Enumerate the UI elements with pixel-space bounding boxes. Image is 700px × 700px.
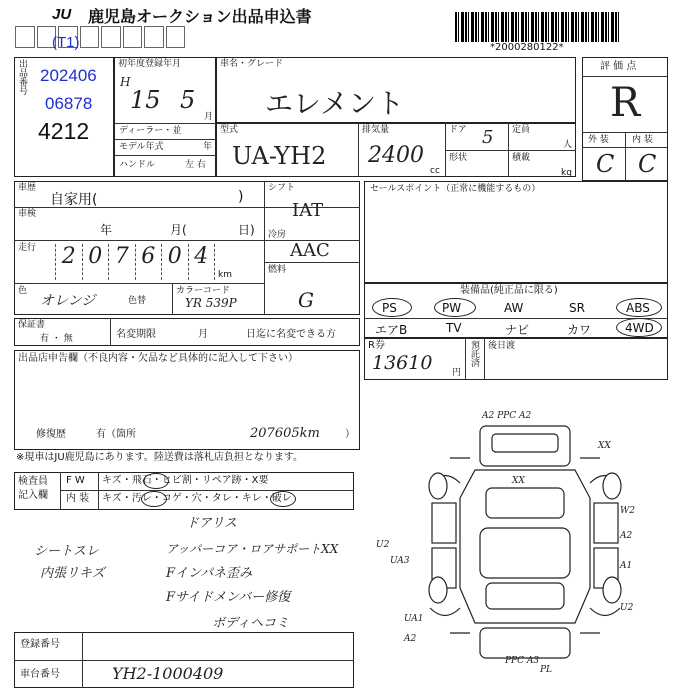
mileage-digit: 7 bbox=[108, 244, 135, 280]
report-label: 出品店申告欄（不良内容・欠品など具体的に記入して下さい） bbox=[18, 353, 298, 364]
model-year-label: モデル年式 bbox=[119, 142, 164, 152]
interior-grade: C bbox=[638, 150, 657, 178]
circle-dirt bbox=[141, 491, 167, 507]
note-line-1: ドアリス bbox=[186, 516, 237, 531]
inspector-label-2: 記入欄 bbox=[18, 490, 48, 501]
chassis-number: YH2-1000409 bbox=[112, 664, 224, 683]
sales-point-label: セールスポイント（正常に機能するもの） bbox=[370, 184, 541, 194]
mark-ua3: UA3 bbox=[390, 556, 410, 566]
mark-a2-bottom: A2 bbox=[404, 634, 417, 644]
lot-boxes bbox=[15, 26, 185, 48]
load-unit: kg bbox=[561, 168, 572, 178]
mark-top: A2 PPC A2 bbox=[482, 411, 532, 421]
repair-close: ） bbox=[345, 429, 355, 440]
inspection-label: 車検 bbox=[18, 209, 37, 219]
lot-date: 202406 bbox=[40, 66, 97, 85]
transfer-month: 月 bbox=[198, 329, 208, 340]
equip-pw: PW bbox=[442, 301, 462, 315]
chassis-label: 車台番号 bbox=[20, 669, 60, 680]
warranty-label: 保証書 bbox=[18, 320, 46, 330]
door-label: ドア bbox=[449, 125, 467, 135]
model-code: UA-YH2 bbox=[232, 142, 327, 170]
equip-sr: SR bbox=[569, 301, 585, 315]
capacity-unit: 人 bbox=[563, 140, 573, 150]
sales-point-box bbox=[364, 181, 668, 283]
interior-label: 内 装 bbox=[632, 135, 653, 145]
r-ticket-label: R券 bbox=[368, 340, 385, 351]
car-name: エレメント bbox=[265, 87, 405, 120]
mark-u2-left: U2 bbox=[376, 540, 390, 550]
car-name-label: 車名・グレード bbox=[220, 59, 284, 69]
exterior-grade: C bbox=[596, 150, 615, 178]
usage-label: 車歴 bbox=[18, 183, 37, 193]
equip-ps: PS bbox=[382, 301, 397, 315]
equip-leather: カワ bbox=[567, 323, 592, 337]
mark-bottom: PPC A3 bbox=[505, 656, 540, 666]
shift-label: シフト bbox=[268, 183, 296, 193]
grade-score: R bbox=[610, 80, 641, 126]
circle-flying-stone bbox=[143, 473, 169, 489]
color-change-label: 色替 bbox=[128, 296, 147, 306]
note-line-2a: シートスレ bbox=[34, 544, 99, 559]
mark-xx-top: XX bbox=[598, 441, 611, 451]
ac-value: AAC bbox=[290, 240, 330, 261]
color-code: YR 539P bbox=[185, 296, 237, 310]
repair-label: 修復歴 bbox=[36, 429, 66, 440]
inspection-month: 月( bbox=[170, 223, 187, 237]
mileage-digit: 0 bbox=[161, 244, 188, 280]
mark-xx-center: XX bbox=[512, 476, 525, 486]
grade-label: 評 価 点 bbox=[600, 61, 637, 72]
repair-value: 有（箇所 bbox=[96, 429, 136, 440]
transfer-note: 日迄に名変できる方 bbox=[246, 329, 336, 340]
mileage-digits bbox=[55, 244, 215, 280]
equip-aw: AW bbox=[504, 301, 524, 315]
mileage-digit: 6 bbox=[135, 244, 162, 280]
ac-label: 冷房 bbox=[268, 230, 287, 240]
capacity-label: 定員 bbox=[512, 125, 531, 135]
exterior-label: 外 装 bbox=[588, 135, 609, 145]
doors: 5 bbox=[482, 127, 494, 148]
r-ticket-value: 13610 bbox=[372, 352, 433, 374]
lot-number: 4212 bbox=[38, 118, 90, 144]
mileage-digit: 0 bbox=[82, 244, 109, 280]
mark-w2: W2 bbox=[620, 506, 635, 516]
r-ticket-unit: 円 bbox=[452, 368, 462, 378]
circle-abs bbox=[616, 298, 662, 317]
car-damage-diagram bbox=[420, 411, 635, 668]
equip-navi: ナビ bbox=[505, 323, 530, 337]
mileage-label: 走行 bbox=[18, 243, 37, 253]
color-label: 色 bbox=[18, 286, 28, 296]
mark-a1-right: A1 bbox=[620, 561, 633, 571]
first-reg-month-unit: 月 bbox=[204, 112, 214, 122]
transfer-label: 名変期限 bbox=[116, 329, 156, 340]
color-value: オレンジ bbox=[40, 293, 96, 309]
model-year-unit: 年 bbox=[203, 142, 213, 152]
inspector-row2: キズ・汚レ・コゲ・穴・タレ・キレ・破レ bbox=[102, 493, 292, 504]
equip-abs: ABS bbox=[626, 301, 650, 315]
first-reg-year: 15 bbox=[130, 86, 161, 114]
equip-airbag: エアB bbox=[375, 323, 408, 337]
equipment-title: 装備品(純正品に限る) bbox=[460, 285, 558, 296]
inspector-label-1: 検査員 bbox=[18, 476, 48, 487]
mileage-unit: km bbox=[218, 270, 232, 280]
note-line-2b: アッパーコア・ロアサポートXX bbox=[166, 542, 339, 556]
inspection-year: 年 bbox=[100, 223, 113, 237]
usage-close: ) bbox=[238, 189, 244, 205]
first-reg-label: 初年度登録年月 bbox=[118, 59, 182, 69]
fuel-label: 燃料 bbox=[268, 265, 287, 275]
first-reg-era: H bbox=[120, 75, 131, 89]
lot-label: 出品番号 bbox=[17, 59, 27, 95]
fuel-value: G bbox=[298, 288, 314, 312]
note-line-4: Fサイドメンバー修復 bbox=[166, 590, 291, 605]
inspector-row1: キズ・飛石・ヒビ割・リペア跡・X要 bbox=[102, 475, 269, 486]
shift-value: IAT bbox=[292, 200, 324, 221]
shape-label: 形状 bbox=[449, 153, 468, 163]
barcode-text: *2000280122* bbox=[490, 42, 564, 53]
r-ticket-remarks: 後日渡 bbox=[488, 341, 516, 351]
handle-label: ハンドル bbox=[119, 160, 156, 170]
note-line-3b: Fインパネ歪み bbox=[166, 566, 253, 581]
ju-logo: JU bbox=[52, 6, 72, 23]
handle-options: 左 右 bbox=[185, 160, 206, 170]
displacement-label: 排気量 bbox=[362, 125, 390, 135]
mark-u2-right: U2 bbox=[620, 603, 634, 613]
mark-a2-right: A2 bbox=[620, 531, 633, 541]
note-line-5: ボディヘコミ bbox=[212, 616, 289, 631]
notice: ※現車はJU鹿児島にあります。陸送費は落札店負担となります。 bbox=[16, 452, 304, 463]
dealer-label: ディーラー・並 bbox=[119, 126, 182, 136]
displacement: 2400 bbox=[368, 143, 424, 168]
color-code-label: カラーコード bbox=[176, 286, 231, 296]
circle-pw bbox=[434, 298, 476, 317]
circle-sag bbox=[270, 491, 296, 507]
lot-tag: (T1) bbox=[52, 34, 80, 51]
registration-label: 登録番号 bbox=[20, 639, 60, 650]
mileage-digit: 2 bbox=[55, 244, 82, 280]
inspection-day: 日) bbox=[238, 223, 255, 237]
inspector-row2-head: 内 装 bbox=[66, 493, 90, 504]
r-ticket-tax: 預託済 bbox=[469, 340, 479, 367]
mark-bottom-2: PL bbox=[540, 665, 553, 675]
usage-value: 自家用( bbox=[50, 192, 98, 208]
barcode bbox=[455, 12, 620, 42]
circle-ps bbox=[372, 298, 412, 317]
displacement-unit: cc bbox=[430, 166, 440, 176]
equip-tv: TV bbox=[446, 321, 462, 335]
load-label: 積載 bbox=[512, 153, 531, 163]
note-line-3a: 内張リキズ bbox=[40, 566, 105, 581]
mileage-digit: 4 bbox=[188, 244, 216, 280]
inspector-row1-head: F W bbox=[66, 475, 85, 486]
first-reg-month: 5 bbox=[180, 86, 196, 114]
lot-seq: 06878 bbox=[45, 94, 93, 113]
warranty-options: 有 ・ 無 bbox=[40, 334, 73, 344]
model-code-label: 型式 bbox=[220, 125, 239, 135]
equip-4wd: 4WD bbox=[625, 321, 654, 335]
mark-ua1: UA1 bbox=[404, 614, 424, 624]
form-title: 鹿児島オークション出品申込書 bbox=[88, 7, 312, 26]
circle-4wd bbox=[616, 318, 662, 337]
repair-mileage: 207605km bbox=[250, 426, 320, 441]
